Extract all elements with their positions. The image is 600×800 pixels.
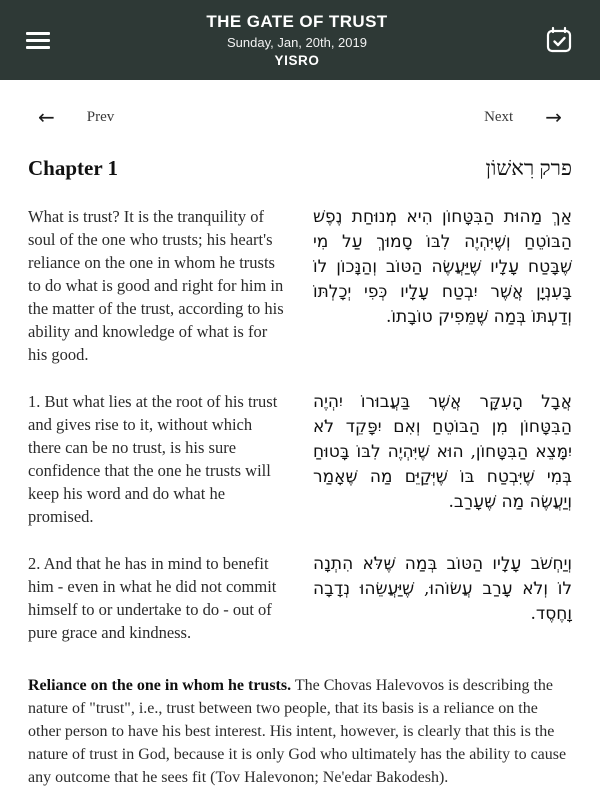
commentary-lead: Reliance on the one in whom he trusts. bbox=[28, 677, 292, 694]
prev-button[interactable]: Prev bbox=[86, 108, 115, 125]
hamburger-bar bbox=[26, 39, 50, 42]
commentary-paragraph bbox=[28, 674, 572, 789]
app-header bbox=[0, 0, 600, 80]
prev-group bbox=[38, 107, 114, 127]
hebrew-paragraph: אֲבָל הָעִקָּר אֲשֶׁר בַּעֲבוּרוֹ יִהְיֶה הַבִּטָּחוֹן מִן הַבּוֹטֵחַ וְאִם יִפָּקֵד לֹא יִמָּצֵא הַבִּטָּחוֹן, הוּא שֶׁיִּהְיֶה לִבּוֹ בָּטוּחַ בְּמִי שֶׁיִּבְטַח בּוֹ שֶׁיְּקַיֵּם מַה שֶּׁאָמַר וְיַעֲשֶׂה מַה שֶּׁעָרַב. bbox=[313, 392, 572, 512]
app-title: THE GATE OF TRUST bbox=[206, 12, 388, 31]
paragraph-row bbox=[28, 205, 572, 366]
header-date: Sunday, Jan, 20th, 2019 bbox=[227, 35, 367, 50]
chapter-title-english: Chapter 1 bbox=[28, 156, 119, 180]
reading-area bbox=[0, 156, 600, 789]
commentary-body: The Chovas Halevovos is describing the nature of "trust", i.e., trust between two people, that its basis is a reliance on the other person to have his best interest. His intent, however, is clearly that this is the nature of trust in God, because it is only God who ultimately has the ability to cause any outcome that he sees fit (Tov Halevonon; Ne'edar Bakodesh). bbox=[28, 677, 567, 786]
english-paragraph: 1. But what lies at the root of his trust and gives rise to it, without which there can be no trust, is his sure confidence that the one he trusts will keep his word and do what he promised. bbox=[28, 392, 278, 526]
header-titles bbox=[50, 12, 544, 68]
chapter-heading-row bbox=[28, 156, 572, 181]
hamburger-bar bbox=[26, 46, 50, 49]
hebrew-paragraph: אַךְ מַהוּת הַבִּטָּחוֹן הִיא מְנוּחַת נֶפֶשׁ הַבּוֹטֵחַ וְשֶׁיִּהְיֶה לִבּוֹ סָמוּךְ עַל מִי שֶׁבָּטַח עָלָיו שֶׁיַּעֲשֶׂה הַטּוֹב וְהַנָּכוֹן לוֹ בָּעִנְיָן אֲשֶׁר יִבְטַח עָלָיו כְּפִי יְכָלְתּוֹ וְדַעְתּוֹ בְּמַה שֶּׁמֵּפִיק טוֹבָתוֹ. bbox=[313, 207, 572, 327]
next-button[interactable]: Next bbox=[484, 108, 514, 125]
chapter-title-hebrew: פרק רִאשׁוֹן bbox=[485, 156, 572, 180]
header-parsha: YISRO bbox=[274, 53, 320, 68]
hamburger-menu-icon[interactable] bbox=[26, 28, 50, 53]
paragraph-row bbox=[28, 390, 572, 528]
english-paragraph: What is trust? It is the tranquility of soul of the one who trusts; his heart's reliance on the one in whom he trusts to do what is good and right for him in the matter of the trust, according to his ability and knowledge of what is for his good. bbox=[28, 207, 284, 364]
english-paragraph: 2. And that he has in mind to benefit him - even in what he did not commit himself to or undertake to do - out of pure grace and kindness. bbox=[28, 554, 277, 642]
chapter-nav bbox=[0, 104, 600, 130]
prev-arrow-icon[interactable]: ← bbox=[38, 105, 55, 129]
hebrew-paragraph: וְיַחְשֹׁב עָלָיו הַטּוֹב בְּמַה שֶּׁלֹּא הִתְנָה לוֹ וְלֹא עָרַב עֲשׂוֹהוּ, שֶׁיַּעֲשֵׂהוּ נְדָבָה וָחֶסֶד. bbox=[313, 554, 572, 624]
next-arrow-icon[interactable]: → bbox=[545, 105, 562, 129]
hamburger-bar bbox=[26, 32, 50, 35]
next-group bbox=[484, 107, 562, 127]
calendar-check-icon[interactable] bbox=[544, 25, 574, 55]
paragraph-row bbox=[28, 552, 572, 644]
